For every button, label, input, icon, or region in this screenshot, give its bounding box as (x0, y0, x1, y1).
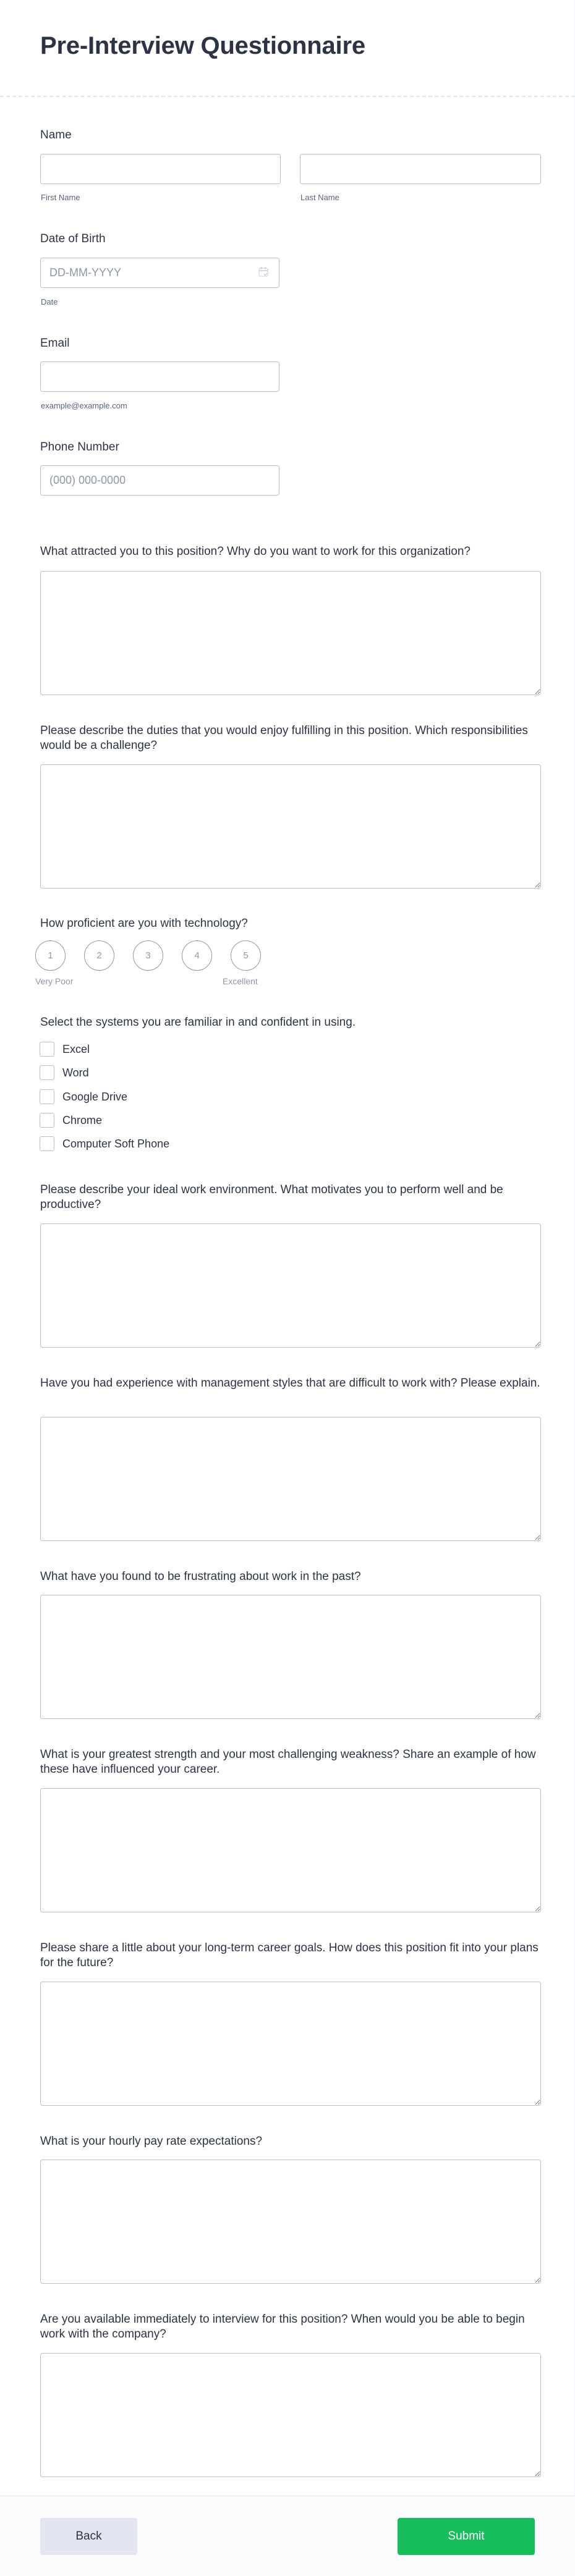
question-label: Please share a little about your long-term career goals. How does this position fit into your plans for the future? (40, 1941, 539, 1969)
question-label: Are you available immediately to interview for this position? When would you be able to begin work with the company? (40, 2313, 525, 2341)
answer-textarea[interactable] (40, 764, 541, 889)
rating-option-4[interactable]: 4 (182, 940, 212, 971)
email-label: Email (40, 337, 70, 350)
name-label: Name (40, 129, 72, 141)
first-name-sublabel: First Name (41, 193, 80, 202)
checkbox-label: Word (62, 1066, 89, 1079)
question-label: Please describe your ideal work environment. What motivates you to perform well and be productive? (40, 1183, 503, 1211)
question-label: What is your hourly pay rate expectations? (40, 2135, 263, 2148)
dob-sublabel: Date (41, 297, 58, 306)
checkbox-icon[interactable] (40, 1113, 54, 1128)
phone-label: Phone Number (40, 441, 119, 454)
answer-textarea[interactable] (40, 1223, 541, 1348)
checkbox-excel[interactable] (40, 1041, 90, 1057)
rating-option-1[interactable]: 1 (35, 940, 66, 971)
answer-textarea[interactable] (40, 1788, 541, 1912)
last-name-input[interactable] (300, 154, 541, 184)
answer-textarea[interactable] (40, 2160, 541, 2284)
answer-textarea[interactable] (40, 1595, 541, 1719)
question-label: What is your greatest strength and your most challenging weakness? Share an example of how these have influenced your career. (40, 1748, 536, 1776)
email-input[interactable] (40, 361, 279, 392)
checkbox-chrome[interactable] (40, 1112, 102, 1128)
page-title: Pre-Interview Questionnaire (40, 32, 365, 59)
submit-button[interactable]: Submit (398, 2518, 535, 2555)
checkbox-label: Computer Soft Phone (62, 1137, 170, 1150)
checkbox-icon[interactable] (40, 1136, 54, 1151)
checkbox-icon[interactable] (40, 1089, 54, 1104)
rating-option-5[interactable]: 5 (231, 940, 261, 971)
checkbox-icon[interactable] (40, 1065, 54, 1080)
question-label: Have you had experience with management styles that are difficult to work with? Please explain. (40, 1377, 540, 1390)
checkbox-label: Chrome (62, 1113, 103, 1126)
question-label: Please describe the duties that you would enjoy fulfilling in this position. Which responsibilities would be a challenge? (40, 724, 528, 752)
form-footer (0, 2496, 575, 2576)
rating-low-label: Very Poor (35, 976, 74, 986)
last-name-sublabel: Last Name (300, 193, 339, 202)
calendar-icon[interactable] (258, 266, 268, 277)
phone-input[interactable] (40, 465, 279, 496)
dob-label: Date of Birth (40, 232, 106, 245)
proficiency-label: How proficient are you with technology? (40, 917, 248, 930)
header-divider (0, 96, 575, 97)
checkbox-google-drive[interactable] (40, 1089, 127, 1105)
checkbox-word[interactable] (40, 1065, 89, 1081)
question-label: What have you found to be frustrating about work in the past? (40, 1570, 361, 1583)
checkbox-icon[interactable] (40, 1042, 54, 1057)
answer-textarea[interactable] (40, 2353, 541, 2477)
rating-option-2[interactable]: 2 (84, 940, 114, 971)
answer-textarea[interactable] (40, 1982, 541, 2106)
checkbox-label: Google Drive (62, 1090, 128, 1103)
answer-textarea[interactable] (40, 571, 541, 695)
answer-textarea[interactable] (40, 1417, 541, 1541)
rating-high-label: Excellent (223, 976, 258, 986)
dob-input[interactable] (40, 258, 279, 288)
first-name-input[interactable] (40, 154, 281, 184)
form-header (0, 0, 575, 96)
back-button[interactable]: Back (40, 2518, 137, 2555)
rating-option-3[interactable]: 3 (133, 940, 163, 971)
systems-label: Select the systems you are familiar in and confident in using. (40, 1016, 356, 1029)
checkbox-computer-soft-phone[interactable] (40, 1136, 169, 1152)
checkbox-label: Excel (62, 1042, 90, 1055)
question-label: What attracted you to this position? Why do you want to work for this organization? (40, 545, 471, 558)
email-sublabel: example@example.com (41, 401, 127, 410)
